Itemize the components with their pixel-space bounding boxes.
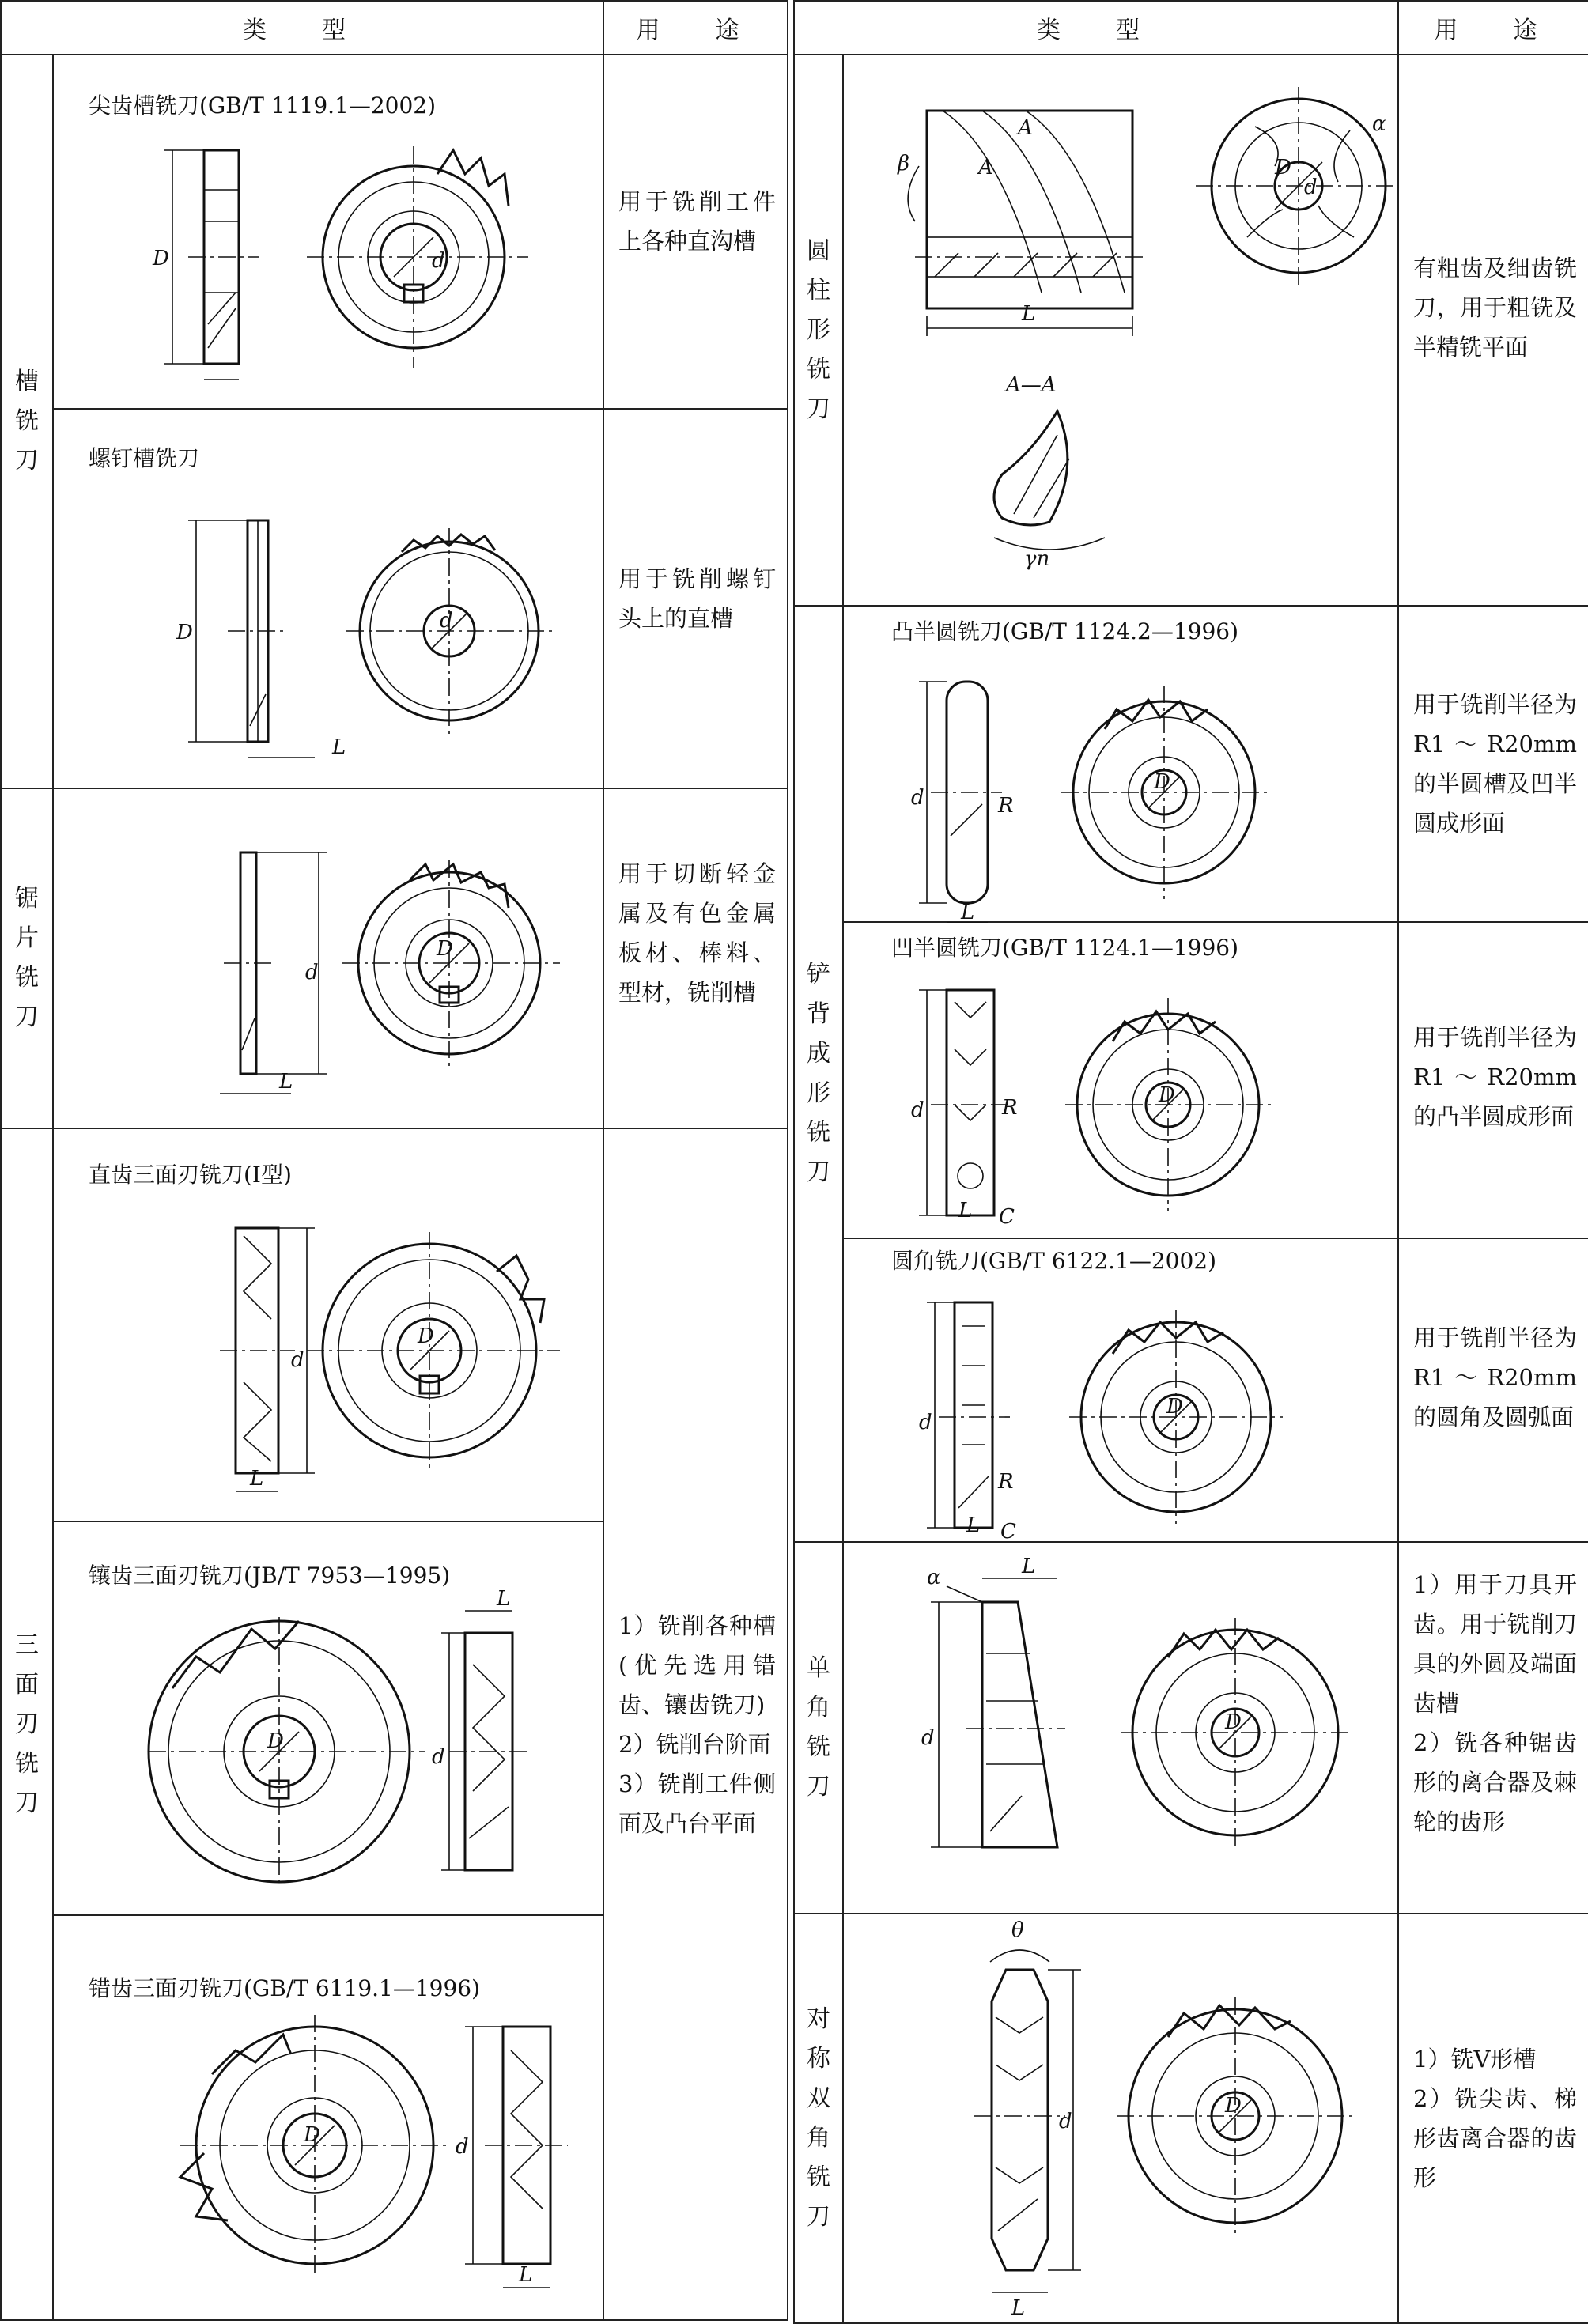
dim-d: d: [456, 2135, 469, 2159]
dim-L: L: [250, 1467, 264, 1491]
caption-sharp-slot: 尖齿槽铣刀(GB/T 1119.1—2002): [89, 93, 437, 119]
dim-C: C: [999, 1205, 1015, 1229]
staggered-side-dim-labels: [54, 1916, 604, 2321]
dim-D: D: [1225, 1710, 1242, 1734]
caption-staggered-side: 错齿三面刃铣刀(GB/T 6119.1—1996): [89, 1975, 481, 2001]
category-form-relieved: 铲背成形铣刀: [794, 606, 843, 1542]
cutter-cell-inserted-side: [53, 1521, 603, 1915]
category-slot-cutter: 槽铣刀: [1, 55, 53, 788]
right-table: [793, 0, 1588, 2324]
header-use: 用 途: [603, 1, 788, 55]
cutter-cell-cylindrical: [843, 55, 1398, 606]
caption-corner: 圆角铣刀(GB/T 6122.1—2002): [891, 1248, 1217, 1274]
dim-beta: β: [898, 152, 910, 176]
dim-R: R: [1002, 1096, 1018, 1120]
dim-D: D: [437, 937, 453, 961]
dim-D: D: [1166, 1395, 1183, 1419]
dim-L: L: [279, 1070, 293, 1094]
cutter-cell-corner: [843, 1238, 1398, 1542]
category-cylindrical: 圆柱形铣刀: [794, 55, 843, 606]
dim-L: L: [1022, 1555, 1036, 1578]
header-type: 类 型: [1, 1, 603, 55]
dim-L: L: [497, 1587, 511, 1611]
dim-d: d: [911, 1098, 924, 1122]
header-type-right: 类 型: [794, 1, 1398, 55]
use-single-angle-text: 1）用于刀具开齿。用于铣削刀具的外圆及端面齿槽 2）铣各种锯齿形的离合器及棘轮的齿形: [1413, 1571, 1577, 1835]
inserted-side-dim-labels: [54, 1522, 604, 1916]
left-table: [0, 0, 788, 2321]
dim-L: L: [966, 1513, 981, 1537]
corner-dim-labels: [844, 1239, 1399, 1543]
single-angle-dim-labels: [844, 1543, 1399, 1914]
use-concave: 用于铣削半径为R1～R20mm的凸半圆成形面: [1398, 922, 1588, 1238]
category-single-angle: 单角铣刀: [794, 1542, 843, 1914]
header-use-right: 用 途: [1398, 1, 1588, 55]
cutter-cell-sharp-slot: [53, 55, 603, 409]
dim-A2: A: [1018, 116, 1033, 140]
dim-d: d: [1304, 176, 1318, 199]
use-double-angle: [1398, 1914, 1588, 2323]
cutter-cell-double-angle: [843, 1914, 1398, 2323]
dim-L: L: [332, 735, 346, 759]
dim-A1: A: [978, 156, 993, 179]
dim-d: d: [921, 1726, 935, 1750]
caption-straight-side: 直齿三面刃铣刀(Ⅰ型): [89, 1162, 292, 1188]
dim-D: D: [1154, 770, 1170, 794]
straight-side-dim-labels: [54, 1129, 604, 1522]
use-corner: 用于铣削半径为R1～R20mm的圆角及圆弧面: [1398, 1238, 1588, 1542]
dim-L: L: [958, 1199, 973, 1222]
dim-alpha: α: [927, 1566, 941, 1589]
cutter-cell-single-angle: [843, 1542, 1398, 1914]
dim-d: d: [919, 1411, 932, 1434]
dim-L: L: [961, 901, 975, 923]
use-saw: 用于切断轻金属及有色金属板材、棒料、型材，铣削槽: [603, 788, 788, 1128]
dim-L: L: [1011, 2296, 1026, 2320]
dim-D: D: [304, 2123, 320, 2147]
cutter-cell-convex: [843, 606, 1398, 922]
convex-dim-labels: [844, 607, 1399, 923]
category-side-cutter: 三面刃铣刀: [1, 1128, 53, 2320]
category-saw-cutter: 锯片铣刀: [1, 788, 53, 1128]
dim-D: D: [153, 247, 169, 270]
dim-D: D: [267, 1729, 284, 1753]
dim-d: d: [440, 609, 453, 633]
caption-screw-slot: 螺钉槽铣刀: [89, 445, 200, 471]
dim-L: L: [519, 2263, 533, 2287]
dim-d: d: [291, 1348, 304, 1372]
dim-R: R: [998, 794, 1014, 818]
dim-D: D: [1225, 2094, 1242, 2118]
section-label: A—A: [1006, 373, 1057, 397]
dim-d: d: [432, 1745, 445, 1769]
dim-D: D: [418, 1324, 434, 1348]
dim-alpha: α: [1372, 112, 1386, 136]
double-angle-dim-labels: [844, 1914, 1399, 2324]
use-double-angle-text: 1）铣V形槽 2）铣尖齿、梯形齿离合器的齿形: [1413, 2046, 1577, 2191]
caption-concave: 凹半圆铣刀(GB/T 1124.1—1996): [891, 935, 1239, 961]
dim-d: d: [432, 249, 445, 273]
dim-D: D: [1275, 156, 1291, 179]
use-screw-slot: 用于铣削螺钉头上的直槽: [603, 409, 788, 788]
sharp-slot-dim-labels: [54, 55, 604, 410]
dim-d: d: [305, 961, 319, 984]
dim-D: D: [1159, 1083, 1175, 1107]
concave-dim-labels: [844, 923, 1399, 1239]
dim-L: L: [1022, 302, 1036, 326]
dim-R: R: [998, 1470, 1014, 1494]
dim-theta: θ: [1011, 1918, 1024, 1942]
caption-inserted-side: 镶齿三面刃铣刀(JB/T 7953—1995): [89, 1563, 451, 1589]
use-single-angle: [1398, 1542, 1588, 1914]
dim-gamma: γn: [1024, 547, 1050, 571]
dim-D: D: [176, 621, 193, 644]
use-cylindrical: 有粗齿及细齿铣刀，用于粗铣及半精铣平面: [1398, 55, 1588, 606]
cylindrical-dim-labels: [844, 55, 1399, 607]
dim-d: d: [911, 786, 924, 810]
use-side-cutter: [603, 1128, 788, 2320]
cutter-cell-concave: [843, 922, 1398, 1238]
screw-slot-dim-labels: [54, 410, 604, 789]
caption-convex: 凸半圆铣刀(GB/T 1124.2—1996): [891, 618, 1239, 644]
dim-d: d: [1059, 2110, 1072, 2133]
cutter-cell-staggered-side: [53, 1915, 603, 2320]
use-sharp-slot: 用于铣削工件上各种直沟槽: [603, 55, 788, 409]
use-side-cutter-text: 1）铣削各种槽(优先选用错齿、镶齿铣刀) 2）铣削台阶面 3）铣削工件侧面及凸台平面: [618, 1612, 776, 1837]
saw-dim-labels: [54, 789, 604, 1129]
cutter-cell-screw-slot: [53, 409, 603, 788]
dim-C: C: [1000, 1520, 1016, 1543]
category-double-angle: 对称双角铣刀: [794, 1914, 843, 2323]
cutter-cell-straight-side: [53, 1128, 603, 1521]
cutter-cell-saw: [53, 788, 603, 1128]
use-convex: 用于铣削半径为R1～R20mm的半圆槽及凹半圆成形面: [1398, 606, 1588, 922]
